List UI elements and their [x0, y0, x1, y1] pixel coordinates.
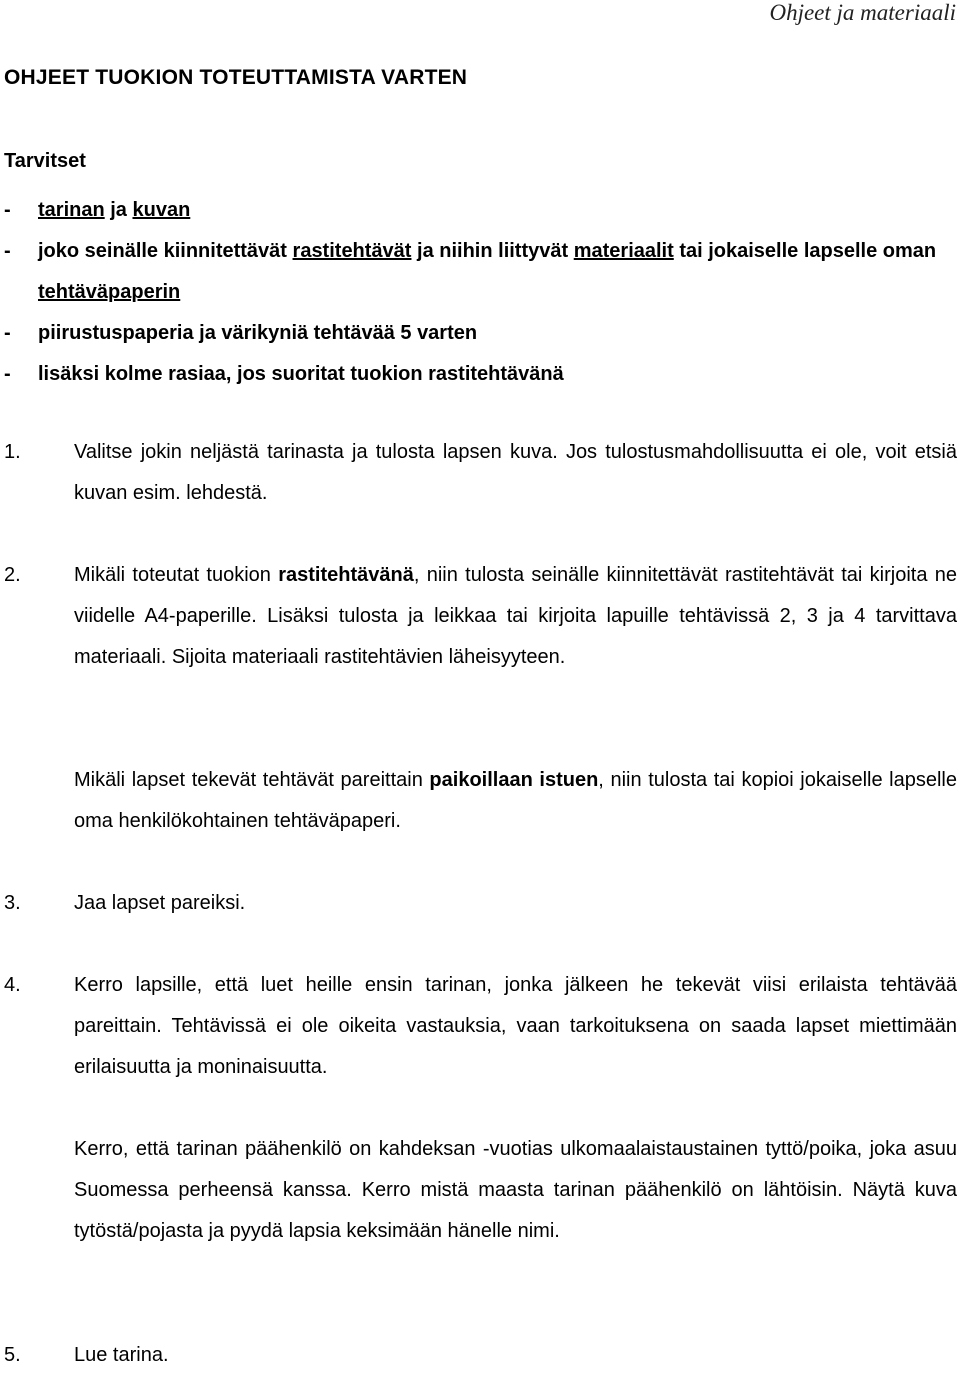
requirements-list: [4, 190, 956, 395]
underlined-term: kuvan: [132, 199, 191, 221]
step-5: [4, 1335, 957, 1376]
step-text: Kerro lapsille, että luet heille ensin tarinan, jonka jälkeen he tekevät viisi erilaista tehtävää pareittain. Tehtävissä ei ole oikeita vastauksia, vaan tarkoituksena on saada lapset miettimään erilaisuutta ja moninaisuutta.: [74, 974, 957, 1078]
list-text: ja niihin liittyvät: [411, 240, 574, 262]
list-text: tai jokaiselle lapselle oman: [673, 240, 937, 262]
step-2-paragraph: [74, 760, 957, 842]
underlined-term: tehtäväpaperin: [38, 281, 181, 303]
step-4: [4, 965, 957, 1088]
list-text: ja: [104, 199, 133, 221]
step-text-part: , niin tulosta seinälle kiinnitettävät rastitehtävät tai kirjoita ne viidelle A4-paperille. Lisäksi tulosta ja leikkaa tai kirjoita lapuille tehtävissä 2, 3 ja 4 tarvittava materiaali. Sijoita materiaali rastitehtävien läheisyyteen.: [74, 564, 957, 668]
list-dash: -: [4, 199, 11, 221]
emphasis-term: paikoillaan istuen: [429, 769, 599, 791]
step-text: Lue tarina.: [74, 1344, 169, 1366]
step-text-part: Mikäli toteutat tuokion: [74, 564, 279, 586]
underlined-term: rastitehtävät: [292, 240, 412, 262]
list-item: [4, 354, 956, 395]
paragraph-text-part: , niin tulosta tai kopioi jokaiselle lapselle oma henkilökohtainen tehtäväpaperi.: [74, 769, 957, 832]
list-item: [4, 313, 956, 354]
list-item: [4, 231, 956, 313]
list-text: joko seinälle kiinnitettävät: [38, 240, 293, 262]
step-number: 5.: [4, 1344, 21, 1366]
step-text: Valitse jokin neljästä tarinasta ja tulosta lapsen kuva. Jos tulostusmahdollisuutta ei ole, voit etsiä kuvan esim. lehdestä.: [74, 441, 957, 504]
emphasis-term: rastitehtävänä: [278, 564, 414, 586]
running-header: Ohjeet ja materiaali: [769, 0, 956, 25]
list-text: piirustuspaperia ja värikyniä tehtävää 5 varten: [38, 322, 478, 344]
step-text: [74, 555, 957, 678]
list-dash: -: [4, 363, 11, 385]
list-dash: -: [4, 322, 11, 344]
document-title: OHJEET TUOKION TOTEUTTAMISTA VARTEN: [4, 66, 468, 89]
step-3: [4, 883, 957, 924]
step-4-paragraph: Kerro, että tarinan päähenkilö on kahdeksan -vuotias ulkomaalaistaustainen tyttö/poika, joka asuu Suomessa perheensä kanssa. Kerro mistä maasta tarinan päähenkilö on lähtöisin. Näytä kuva tytöstä/pojasta ja pyydä lapsia keksimään hänelle nimi.: [74, 1138, 957, 1242]
step-number: 3.: [4, 892, 21, 914]
list-text: lisäksi kolme rasiaa, jos suoritat tuokion rastitehtävänä: [38, 363, 564, 385]
step-number: 2.: [4, 564, 21, 586]
step-1: [4, 432, 957, 514]
paragraph-text-part: Mikäli lapset tekevät tehtävät pareittain: [74, 769, 430, 791]
step-text: Jaa lapset pareiksi.: [74, 892, 246, 914]
underlined-term: tarinan: [38, 199, 105, 221]
step-2: [4, 555, 957, 678]
step-number: 1.: [4, 441, 21, 463]
underlined-term: materiaalit: [573, 240, 674, 262]
requirements-heading: Tarvitset: [4, 150, 86, 172]
list-item: [4, 190, 956, 231]
list-dash: -: [4, 240, 11, 262]
step-number: 4.: [4, 974, 21, 996]
